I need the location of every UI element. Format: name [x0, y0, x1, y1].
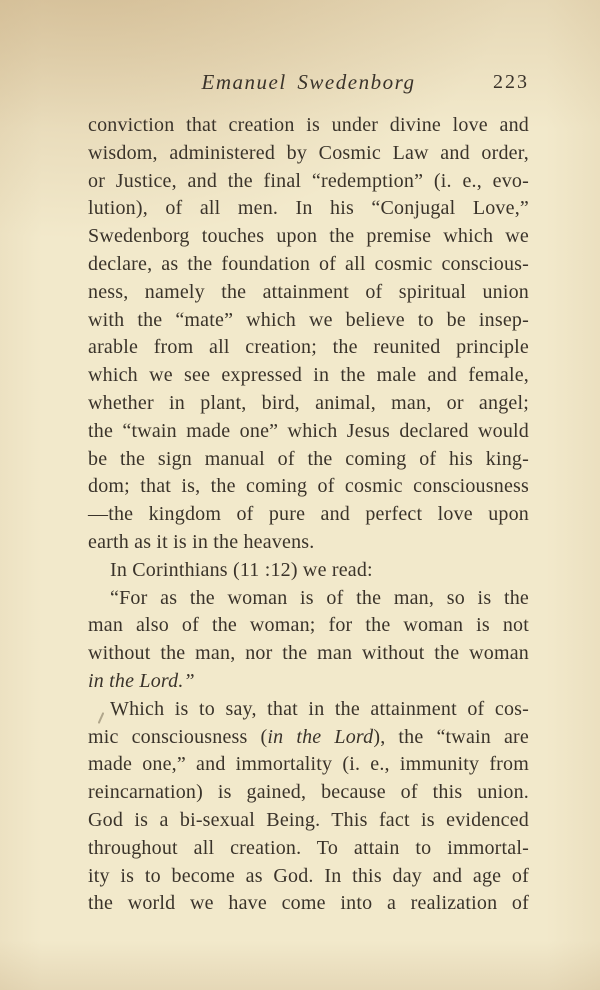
- text-segment: declare, as the foundation of all cosmic conscious-: [88, 252, 529, 275]
- text-segment: which we see expressed in the male and female,: [88, 364, 529, 387]
- text-line: [88, 779, 529, 807]
- text-line: [88, 279, 529, 307]
- text-line: [88, 835, 529, 863]
- text-line: [88, 696, 529, 724]
- text-segment: ness, namely the attainment of spiritual union: [88, 280, 529, 303]
- text-segment: mic consciousness (: [88, 725, 268, 748]
- text-segment: Swedenborg touches upon the premise which we: [88, 225, 529, 248]
- paragraph: [88, 696, 529, 918]
- text-line: [88, 612, 529, 640]
- text-line: [88, 807, 529, 835]
- italic-text: in the Lord.”: [88, 669, 195, 692]
- text-segment: man also of the woman; for the woman is not: [88, 614, 529, 637]
- page-header: [88, 70, 529, 98]
- text-segment: God is a bi-sexual Being. This fact is evidenced: [88, 808, 529, 831]
- text-segment: arable from all creation; the reunited principle: [88, 336, 529, 359]
- text-segment: reincarnation) is gained, because of this union.: [88, 781, 529, 804]
- text-line: [88, 863, 529, 891]
- text-line: [88, 585, 529, 613]
- text-segment: —the kingdom of pure and perfect love upon: [88, 503, 529, 526]
- paragraph: [88, 585, 529, 696]
- text-segment: made one,” and immortality (i. e., immunity from: [88, 753, 529, 776]
- text-line: [88, 362, 529, 390]
- text-segment: be the sign manual of the coming of his king-: [88, 447, 529, 470]
- text-segment: dom; that is, the coming of cosmic consciousness: [88, 475, 529, 498]
- text-segment: with the “mate” which we believe to be insep-: [88, 308, 529, 331]
- text-line: [88, 195, 529, 223]
- text-line: [88, 890, 529, 918]
- running-title: Emanuel Swedenborg: [201, 70, 416, 94]
- text-segment: “For as the woman is of the man, so is the: [110, 586, 529, 609]
- text-line: [88, 724, 529, 752]
- text-line: [88, 168, 529, 196]
- text-segment: wisdom, administered by Cosmic Law and order,: [88, 141, 529, 164]
- paragraph: [88, 557, 529, 585]
- italic-text: in the Lord: [267, 725, 374, 748]
- text-line: [88, 140, 529, 168]
- text-line: [88, 640, 529, 668]
- text-line: [88, 112, 529, 140]
- text-segment: or Justice, and the final “redemption” (i. e., evo-: [88, 169, 529, 192]
- text-line: [88, 473, 529, 501]
- text-segment: without the man, nor the man without the woman: [88, 642, 529, 665]
- text-line: [88, 390, 529, 418]
- text-segment: whether in plant, bird, animal, man, or angel;: [88, 391, 529, 414]
- text-segment: ity is to become as God. In this day and age of: [88, 864, 529, 887]
- text-line: [88, 307, 529, 335]
- text-line: [88, 668, 529, 696]
- text-line: [88, 751, 529, 779]
- body-text: [88, 112, 529, 918]
- text-segment: the world we have come into a realization of: [88, 892, 529, 915]
- text-line: [88, 251, 529, 279]
- text-segment: Which is to say, that in the attainment of cos-: [110, 697, 529, 720]
- paragraph: [88, 112, 529, 557]
- text-line: [88, 223, 529, 251]
- text-segment: ), the “twain are: [373, 725, 529, 748]
- text-segment: In Corinthians (11 :12) we read:: [110, 558, 373, 581]
- text-segment: conviction that creation is under divine love and: [88, 114, 529, 136]
- text-line: [88, 529, 529, 557]
- text-line: [88, 334, 529, 362]
- text-segment: earth as it is in the heavens.: [88, 530, 315, 553]
- text-segment: lution), of all men. In his “Conjugal Love,”: [88, 197, 529, 220]
- text-line: [88, 418, 529, 446]
- page-number: 223: [493, 71, 529, 93]
- text-line: [88, 501, 529, 529]
- text-segment: throughout all creation. To attain to immortal-: [88, 836, 529, 859]
- text-line: [88, 557, 529, 585]
- text-line: [88, 446, 529, 474]
- text-segment: the “twain made one” which Jesus declared would: [88, 419, 529, 442]
